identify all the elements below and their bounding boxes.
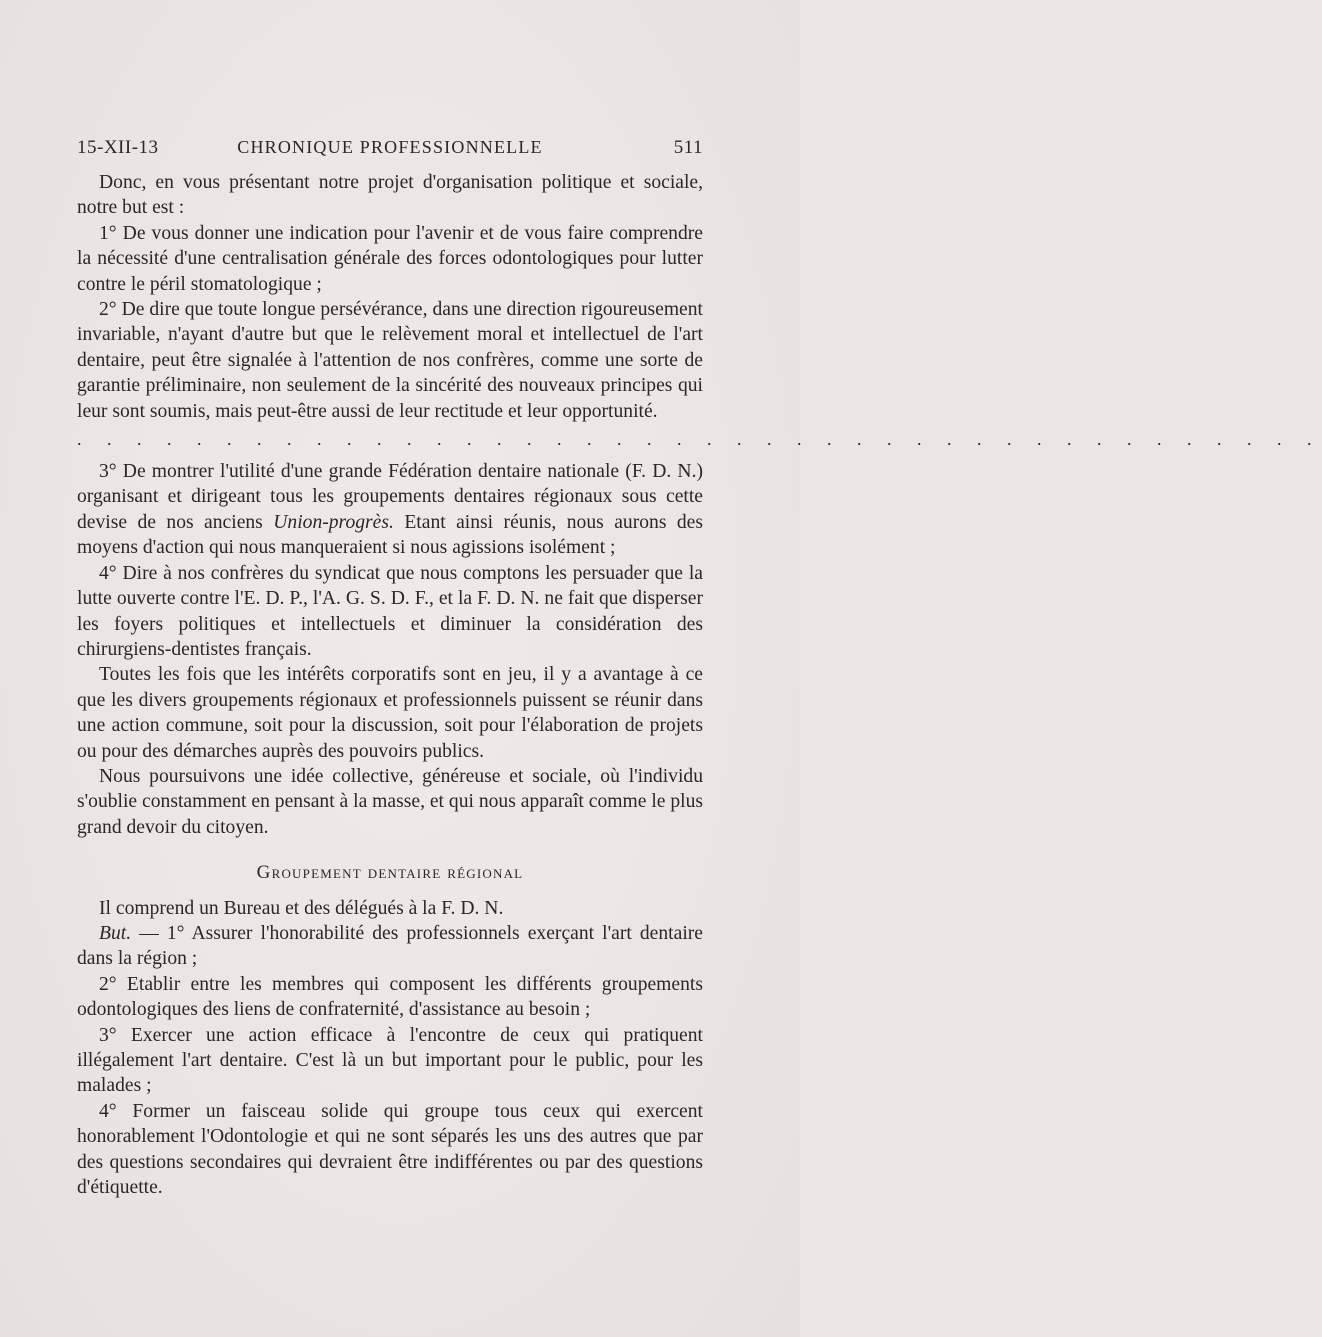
but-text: — 1° Assurer l'honorabilité des professionnels exerçant l'art dentaire dans la région ; <box>77 922 703 970</box>
ellipsis-separator: . . . . . . . . . . . . . . . . . . . . . . . . . . . . . . . . . . . . . . . . . . <box>77 429 1322 450</box>
issue-date: 15-XII-13 <box>77 137 159 158</box>
section-heading: Groupement dentaire régional <box>256 862 524 884</box>
paragraph-corporate-interests: Toutes les fois que les intérêts corporatifs sont en jeu, il y a avantage à ce que les divers groupements régionaux et professionnels puissent se réunir dans une action commune, soit pour la discussion, soit pour l'élaboration de projets ou pour des démarches auprès des pouvoirs publics. <box>77 664 703 762</box>
paragraph-goal-4: 4° Former un faisceau solide qui groupe tous ceux qui exercent honorablement l'Odontologie et qui ne sont séparés les uns des autres que par des questions secondaires qui devraient être indifférentes ou par des questions d'étiquette. <box>77 1100 703 1199</box>
point-3-text-end: Etant ainsi réunis, nous aurons des moyens d'action qui nous manqueraient si nous agissions isolément ; <box>77 511 703 559</box>
motto-italic: Union-progrès. <box>273 511 394 533</box>
article-body <box>77 170 1322 1200</box>
paragraph-point-3 <box>77 459 703 561</box>
paragraph-section-intro: Il comprend un Bureau et des délégués à la F. D. N. <box>99 897 504 919</box>
point-3-text-start: 3° De montrer l'utilité d'une grande Fédération dentaire nationale (F. D. N.) organisant et dirigeant tous les groupements dentaires régionaux sous cette devise de nos anciens <box>77 461 703 533</box>
paragraph-point-2: 2° De dire que toute longue persévérance, dans une direction rigoureusement invariable, n'ayant d'autre but que le relèvement moral et intellectuel de l'art dentaire, peut être signalée à l'attention de nos confrères, comme une sorte de garantie préliminaire, non seulement de la sincérité des nouveaux principes qui leur sont soumis, mais peut-être aussi de leur rectitude et leur opportunité. <box>77 299 703 422</box>
paragraph-goal-3: 3° Exercer une action efficace à l'encontre de ceux qui pratiquent illégalement l'art dentaire. C'est là un but important pour le public, pour les malades ; <box>77 1024 703 1097</box>
paragraph-point-1: 1° De vous donner une indication pour l'avenir et de vous faire comprendre la nécessité d'une centralisation générale des forces odontologiques pour lutter contre le péril stomatologique ; <box>77 222 703 295</box>
running-header <box>77 137 703 165</box>
paragraph-intro: Donc, en vous présentant notre projet d'organisation politique et sociale, notre but est : <box>77 172 703 219</box>
page-number: 511 <box>673 137 703 158</box>
paragraph-point-4: 4° Dire à nos confrères du syndicat que nous comptons les persuader que la lutte ouverte contre l'E. D. P., l'A. G. S. D. F., et la F. D. N. ne fait que disperser les foyers politiques et intellectuels et diminuer la considération des chirurgiens-dentistes français. <box>77 562 703 660</box>
running-title: CHRONIQUE PROFESSIONNELLE <box>237 137 543 157</box>
paragraph-goal-2: 2° Etablir entre les membres qui composent les différents groupements odontologiques des liens de confraternité, d'assistance au besoin ; <box>77 973 703 1021</box>
paragraph-but <box>77 921 703 972</box>
paragraph-collective-idea: Nous poursuivons une idée collective, généreuse et sociale, où l'individu s'oublie constamment en pensant à la masse, et qui nous apparaît comme le plus grand devoir du citoyen. <box>77 765 704 838</box>
but-label: But. <box>99 922 132 944</box>
